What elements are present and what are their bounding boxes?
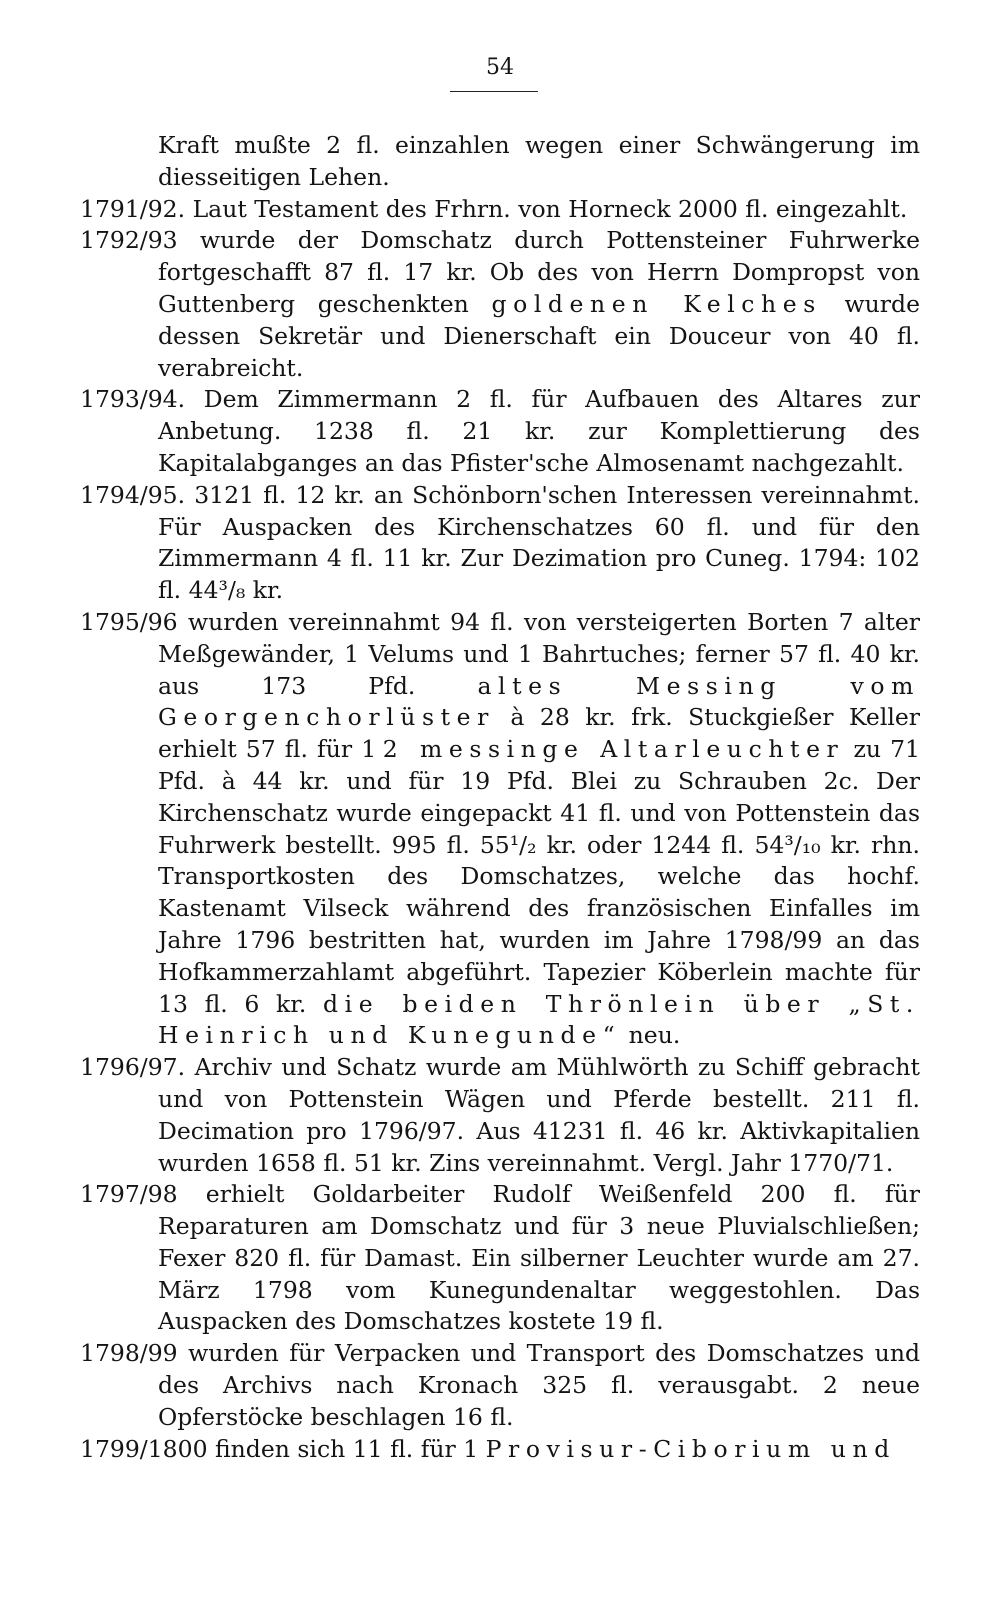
page-number: 54 <box>486 55 514 80</box>
entry-text: zu 71 Pfd. à 44 kr. und für 19 Pfd. Blei zu Schrauben 2c. Der Kirchenschatz wurde eingepackt 41 fl. und von Pottenstein das Fuhrwerk bestellt. 995 fl. 55¹/₂ kr. oder 1244 fl. 54³/₁₀ kr. rhn. Transportkosten des Domschatzes, welche das hochf. Kastenamt Vilseck während des französischen Einfalles im Jahre 1796 bestritten hat, wurden im Jahre 1798/99 an das Hofkammerzahlamt abgeführt. Tapezier Köberlein machte für 13 fl. 6 kr. <box>158 735 921 1018</box>
emphasized-text: die beiden Thrönlein über „St. Heinrich und Kunegunde“ <box>158 989 920 1050</box>
ledger-entry <box>80 1179 920 1338</box>
entry-text: finden sich 11 fl. für 1 <box>207 1434 486 1463</box>
entry-year: 1799/1800 <box>80 1434 208 1463</box>
entry-year: 1797/98 <box>80 1180 178 1209</box>
entry-text: à 28 kr. frk. Stuckgießer Keller erhielt 57 fl. für <box>158 703 920 764</box>
emphasized-text: altes Messing vom Georgenchorlüster <box>158 671 920 732</box>
ledger-entry <box>80 384 920 479</box>
ledger-entry <box>80 1338 920 1433</box>
entry-text: wurde der Domschatz durch Pottensteiner Fuhrwerke fortgeschafft 87 fl. 17 kr. Ob des von Herrn Dompropst von Guttenberg geschenkten <box>158 226 920 318</box>
ledger-entry <box>80 194 920 226</box>
ledger-entry <box>80 480 920 607</box>
body-text <box>80 130 920 1465</box>
entry-text: Kraft mußte 2 fl. einzahlen wegen einer Schwängerung im diesseitigen Lehen. <box>158 131 920 191</box>
entry-text: Laut Testament des Frhrn. von Horneck 2000 fl. eingezahlt. <box>185 194 908 223</box>
entry-year: 1796/97. <box>80 1053 186 1082</box>
entry-text: neu. <box>621 1021 681 1050</box>
entry-year: 1798/99 <box>80 1339 178 1368</box>
emphasized-text: goldenen Kelches <box>491 289 822 318</box>
entry-year: 1791/92. <box>80 194 186 223</box>
entry-text: 3121 fl. 12 kr. an Schönborn'schen Interessen vereinnahmt. Für Auspacken des Kirchenschatzes 60 fl. und für den Zimmermann 4 fl. 11 kr. Zur Dezimation pro Cuneg. 1794: 102 fl. 44³/₈ kr. <box>158 480 920 605</box>
ledger-entry <box>80 225 920 384</box>
emphasized-text: Provisur-Ciborium und <box>485 1434 896 1463</box>
emphasized-text: 12 messinge Altarleuchter <box>361 735 845 764</box>
entry-year: 1795/96 <box>80 607 178 636</box>
entry-text: Dem Zimmermann 2 fl. für Aufbauen des Altares zur Anbetung. 1238 fl. 21 kr. zur Komplettierung des Kapitalabganges an das Pfister'sche Almosenamt nachgezahlt. <box>158 385 920 477</box>
ledger-entry <box>80 607 920 1052</box>
entry-year: 1793/94. <box>80 385 186 414</box>
ledger-entry <box>80 130 920 194</box>
entry-year: 1794/95. <box>80 480 186 509</box>
page-number-rule <box>450 91 538 92</box>
entry-year: 1792/93 <box>80 226 178 255</box>
entry-text: wurden vereinnahmt 94 fl. von versteigerten Borten 7 alter Meßgewänder, 1 Velums und 1 Bahrtuches; ferner 57 fl. 40 kr. aus 173 Pfd. <box>158 607 920 700</box>
ledger-entry <box>80 1434 920 1466</box>
ledger-entry <box>80 1052 920 1179</box>
entry-text: erhielt Goldarbeiter Rudolf Weißenfeld 200 fl. für Reparaturen am Domschatz und für 3 neue Pluvialschließen; Fexer 820 fl. für Damast. Ein silberner Leuchter wurde am 27. März 1798 vom Kunegundenaltar weggestohlen. Das Auspacken des Domschatzes kostete 19 fl. <box>158 1180 920 1336</box>
entry-text: Archiv und Schatz wurde am Mühlwörth zu Schiff gebracht und von Pottenstein Wägen und Pferde bestellt. 211 fl. Decimation pro 1796/97. Aus 41231 fl. 46 kr. Aktivkapitalien wurden 1658 fl. 51 kr. Zins vereinnahmt. Vergl. Jahr 1770/71. <box>158 1053 920 1177</box>
entry-text: wurden für Verpacken und Transport des Domschatzes und des Archivs nach Kronach 325 fl. verausgabt. 2 neue Opferstöcke beschlagen 16 fl. <box>158 1339 920 1431</box>
entry-text: wurde dessen Sekretär und Dienerschaft ein Douceur von 40 fl. verabreicht. <box>158 289 920 382</box>
